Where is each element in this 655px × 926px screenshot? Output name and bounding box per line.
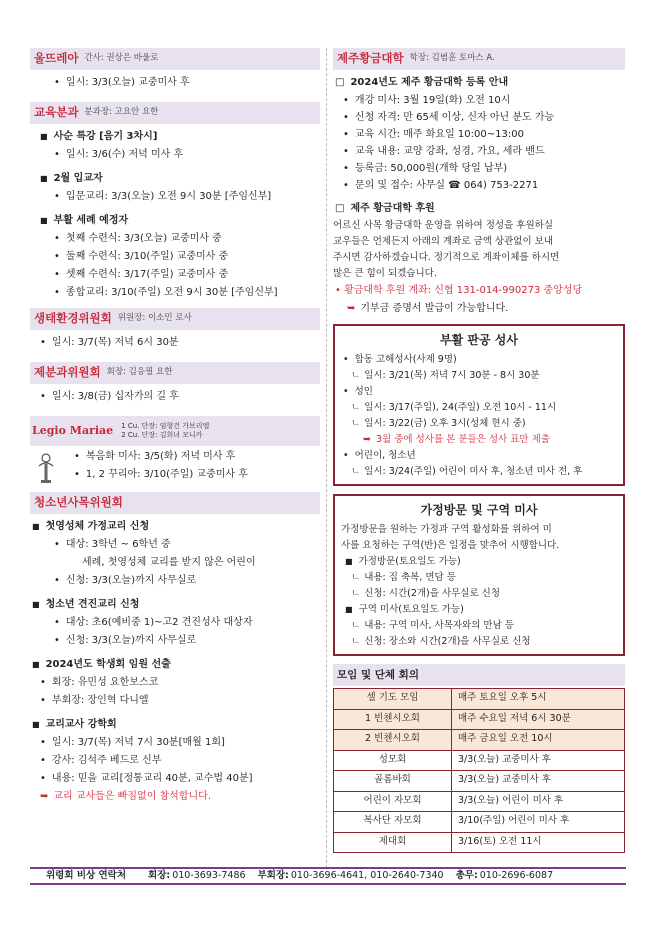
list-item: • 내용: 믿을 교리[정통교리 40분, 교수법 40분] <box>30 770 320 788</box>
legio-header <box>30 416 320 446</box>
section-subtitle: 간사: 권상은 바울로 <box>84 53 159 64</box>
emergency-contact-footer <box>30 867 626 885</box>
paragraph-line: 가정방문을 원하는 가정과 구역 활성화를 위하여 미 <box>341 524 552 535</box>
section-subtitle: 분과장: 고요안 요한 <box>84 107 159 118</box>
meeting-name: 셀 기도 모임 <box>334 689 452 710</box>
meeting-time: 3/10(주일) 어린이 미사 후 <box>452 812 625 833</box>
district-mass-head: 구역 미사(토요일도 가능) <box>358 604 464 615</box>
confession-box <box>333 324 625 486</box>
teacher-note: ➥ 교리 교사들은 빠짐없이 참석합니다. <box>30 788 320 806</box>
list-item: • 신청: 3/3(오늘)까지 사무실로 <box>30 632 320 650</box>
list-item: • 강사: 김석주 베드로 신부 <box>30 752 320 770</box>
visit-box <box>333 494 625 656</box>
meeting-name: 골롬바회 <box>334 771 452 792</box>
subsection-heading: ■ 부활 세례 예정자 <box>30 212 320 230</box>
ulteureya-header <box>30 48 320 70</box>
table-row <box>334 771 625 792</box>
list-item: • 어린이, 청소년 <box>341 448 617 464</box>
list-item: • 복음화 미사: 3/5(화) 저녁 미사 후 <box>64 448 248 466</box>
account-line: • 황금대학 후원 계좌: 신협 131-014-990273 중앙성당 <box>335 285 583 296</box>
meetings-header <box>333 664 625 686</box>
subsection-heading: ■ 첫영성체 가정교리 신청 <box>30 518 320 536</box>
vice-chair-phone: 010-3696-4641, 010-2640-7340 <box>290 869 444 881</box>
paragraph-line: 어르신 사목 황금대학 운영을 위하여 정성을 후원하실 <box>333 220 554 231</box>
section-title: Legio Mariae <box>32 423 114 437</box>
list-subitem: ㄴ 신청: 장소와 시간(2개)을 사무실로 신청 <box>341 634 617 650</box>
left-column <box>30 48 320 806</box>
youth-header <box>30 492 320 514</box>
legio-curia-2: 2 Cu. 단장: 김희녀 모니카 <box>121 431 203 439</box>
list-item: • 부회장: 장인혁 다니엘 <box>30 692 320 710</box>
vice-chair-label: 부회장: <box>257 869 289 881</box>
list-item: • 일시: 3/3(오늘) 교중미사 후 <box>30 74 320 92</box>
meeting-name: 성모회 <box>334 750 452 771</box>
footer-title: 위령회 비상 연락처 <box>46 869 127 881</box>
box-title: 가정방문 및 구역 미사 <box>420 503 538 517</box>
subsection-heading: ■ 교리교사 강학회 <box>30 716 320 734</box>
eco-header <box>30 308 320 330</box>
list-item-continued: 세례, 첫영성체 교리를 받지 않은 어린이 <box>82 557 256 568</box>
right-column <box>333 48 625 853</box>
legio-emblem-icon <box>30 448 64 486</box>
list-item: • 신청 자격: 만 65세 이상, 신자 아닌 분도 가능 <box>333 109 625 126</box>
list-item: • 교육 내용: 교양 강좌, 성경, 가요, 세라 밴드 <box>333 143 625 160</box>
section-title: 울뜨레아 <box>34 51 79 66</box>
meeting-time: 3/3(오늘) 어린이 미사 후 <box>452 791 625 812</box>
list-item: • 교육 시간: 매주 화요일 10:00~13:00 <box>333 126 625 143</box>
paragraph-line: 주시면 감사하겠습니다. 정기적으로 계좌이체를 하시면 <box>333 252 560 263</box>
meeting-time: 3/3(오늘) 교중미사 후 <box>452 750 625 771</box>
general-affairs-label: 총무: <box>455 869 478 881</box>
meeting-time: 3/16(토) 오전 11시 <box>452 832 625 853</box>
subsection-heading: □ 제주 황금대학 후원 <box>333 200 625 218</box>
section-title: 모임 및 단체 회의 <box>337 668 419 681</box>
section-title: 교육분과 <box>34 105 79 120</box>
list-item: • 입문교리: 3/3(오늘) 오전 9시 30분 [주임신부] <box>30 188 320 206</box>
meeting-name: 제대회 <box>334 832 452 853</box>
meetings-table <box>333 688 625 853</box>
list-item: • 첫째 수련식: 3/3(오늘) 교중미사 중 <box>30 230 320 248</box>
women-header <box>30 362 320 384</box>
list-item: • 둘째 수련식: 3/10(주일) 교중미사 중 <box>30 248 320 266</box>
legio-emblem-icon <box>36 452 56 486</box>
section-subtitle: 회장: 김응필 요한 <box>106 367 173 378</box>
subsection-heading: ■ 가정방문(토요일도 가능) <box>345 556 461 567</box>
list-item: • 일시: 3/8(금) 십자가의 길 후 <box>30 388 320 406</box>
table-row <box>334 689 625 710</box>
chair-label: 회장: <box>148 869 171 881</box>
list-item: • 신청: 3/3(오늘)까지 사무실로 <box>30 572 320 590</box>
meeting-name: 1 빈첸시오회 <box>334 709 452 730</box>
list-item: • 대상: 초6(예비중 1)~고2 견진성사 대상자 <box>30 614 320 632</box>
meeting-name: 어린이 자모회 <box>334 791 452 812</box>
legio-curia-1: 1 Cu. 단장: 임형건 가브리엘 <box>121 421 210 430</box>
meeting-time: 매주 수요일 저녁 6시 30분 <box>452 709 625 730</box>
table-row <box>334 709 625 730</box>
list-item: • 합동 고해성사(사제 9명) <box>341 352 617 368</box>
receipt-line: ➥ 기부금 증명서 발급이 가능합니다. <box>333 300 625 318</box>
general-affairs-phone: 010-2696-6087 <box>479 869 554 881</box>
visit-paragraph <box>341 522 617 554</box>
subsection-heading: ■ 구역 미사(토요일도 가능) <box>345 604 464 615</box>
list-item: • 종합교리: 3/10(주일) 오전 9시 30분 [주임신부] <box>30 284 320 302</box>
list-item: • 성인 <box>341 384 617 400</box>
table-row <box>334 832 625 853</box>
list-item: • 일시: 3/7(목) 저녁 6시 30분 <box>30 334 320 352</box>
list-item: • 일시: 3/6(수) 저녁 미사 후 <box>30 146 320 164</box>
legio-body <box>30 448 320 486</box>
home-visit-head: 가정방문(토요일도 가능) <box>358 556 461 567</box>
section-subtitle <box>121 422 209 440</box>
section-title: 제주황금대학 <box>337 51 404 66</box>
subsection-heading: ■ 2월 입교자 <box>30 170 320 188</box>
confession-note: ➥ 3월 중에 성사를 본 분들은 성사 표만 제출 <box>341 432 617 448</box>
list-subitem: ㄴ 내용: 집 축복, 면담 등 <box>341 570 617 586</box>
account-text: 황금대학 후원 계좌: 신협 131-014-990273 중앙성당 <box>344 285 583 296</box>
list-item: • 등록금: 50,000원(개학 당일 납부) <box>333 160 625 177</box>
education-header <box>30 102 320 124</box>
list-item: • 문의 및 접수: 사무실 ☎ 064) 753-2271 <box>333 177 625 194</box>
chair-phone: 010-3693-7486 <box>172 869 246 881</box>
meeting-time: 매주 금요일 오전 10시 <box>452 730 625 751</box>
box-title: 부활 판공 성사 <box>440 333 518 347</box>
paragraph-line: 교우들은 언제든지 아래의 계좌로 금액 상관없이 보내 <box>333 236 554 247</box>
meeting-name: 2 빈첸시오회 <box>334 730 452 751</box>
subsection-heading: ■ 사순 특강 [음기 3차시] <box>30 128 320 146</box>
subsection-heading: ■ 청소년 견진교리 신청 <box>30 596 320 614</box>
paragraph-line: 사를 요청하는 구역(반)은 일정을 맞추어 시행합니다. <box>341 540 560 551</box>
meeting-name: 복사단 자모회 <box>334 812 452 833</box>
column-divider <box>326 48 327 868</box>
table-row <box>334 791 625 812</box>
list-item: • 대상: 3학년 ~ 6학년 중 <box>30 536 320 554</box>
list-subitem: ㄴ 일시: 3/24(주일) 어린이 미사 후, 청소년 미사 전, 후 <box>341 464 617 480</box>
paragraph-line: 많은 큰 힘이 되겠습니다. <box>333 268 437 279</box>
list-item: • 1, 2 꾸리아: 3/10(주일) 교중미사 후 <box>64 466 248 484</box>
list-subitem: ㄴ 일시: 3/21(목) 저녁 7시 30분 - 8시 30분 <box>341 368 617 384</box>
list-subitem: ㄴ 내용: 구역 미사, 사목자와의 만남 등 <box>341 618 617 634</box>
list-subitem: ㄴ 일시: 3/22(금) 오후 3시(성체 현시 중) <box>341 416 617 432</box>
subsection-heading: ■ 2024년도 학생회 임원 선출 <box>30 656 320 674</box>
list-subitem: ㄴ 일시: 3/17(주일), 24(주일) 오전 10시 - 11시 <box>341 400 617 416</box>
list-item: • 셋째 수련식: 3/17(주일) 교중미사 중 <box>30 266 320 284</box>
table-row <box>334 730 625 751</box>
section-subtitle: 학장: 김범훈 토마스 A. <box>409 53 495 64</box>
list-subitem: ㄴ 신청: 시간(2개)을 사무실로 신청 <box>341 586 617 602</box>
subsection-heading: □ 2024년도 제주 황금대학 등록 안내 <box>333 74 625 92</box>
support-paragraph <box>333 218 625 282</box>
golden-header <box>333 48 625 70</box>
list-item: • 회장: 유민성 요한보스코 <box>30 674 320 692</box>
table-row <box>334 812 625 833</box>
section-title: 생태환경위원회 <box>34 311 112 326</box>
section-subtitle: 위원장: 이소민 로사 <box>117 313 192 324</box>
meeting-time: 3/3(오늘) 교중미사 후 <box>452 771 625 792</box>
table-row <box>334 750 625 771</box>
section-title: 청소년사목위원회 <box>34 495 123 510</box>
list-item: • 일시: 3/7(목) 저녁 7시 30분[매월 1회] <box>30 734 320 752</box>
meeting-time: 매주 토요일 오후 5시 <box>452 689 625 710</box>
list-item: • 개강 미사: 3월 19일(화) 오전 10시 <box>333 92 625 109</box>
section-title: 제분과위원회 <box>34 365 101 380</box>
